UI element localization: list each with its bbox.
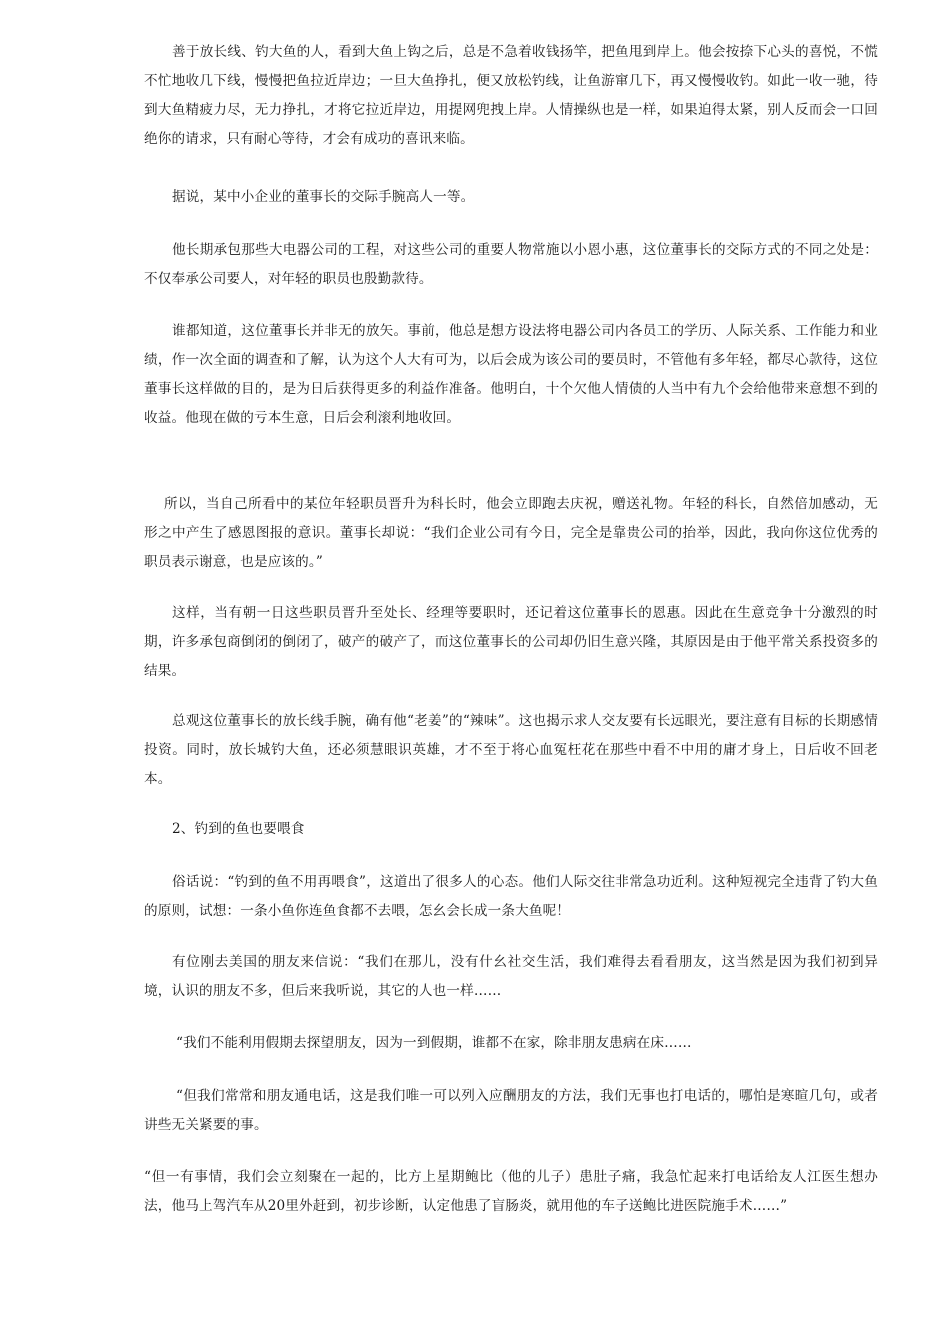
paragraph-9: 有位刚去美国的朋友来信说：“我们在那儿，没有什幺社交生活，我们难得去看看朋友，这当然是因为我们初到异境，认识的朋友不多，但后来我听说，其它的人也一样…… [144, 954, 878, 999]
section-heading: 2、钓到的鱼也要喂食 [172, 821, 305, 837]
paragraph-2: 据说，某中小企业的董事长的交际手腕高人一等。 [172, 189, 475, 205]
paragraph-7: 总观这位董事长的放长线手腕，确有他“老姜”的“辣味”。这也揭示求人交友要有长远眼光，要注意有目标的长期感情投资。同时，放长城钓大鱼，还必须慧眼识英雄，才不至于将心血冤枉花在那些中看不中用的庸才身上，日后收不回老本。 [144, 713, 878, 787]
paragraph-8: 俗话说：“钓到的鱼不用再喂食”，这道出了很多人的心态。他们人际交往非常急功近利。这种短视完全违背了钓大鱼的原则，试想：一条小鱼你连鱼食都不去喂，怎幺会长成一条大鱼呢！ [144, 874, 878, 919]
paragraph-1: 善于放长线、钓大鱼的人，看到大鱼上钩之后，总是不急着收钱扬竿，把鱼甩到岸上。他会按捺下心头的喜悦，不慌不忙地收几下线，慢慢把鱼拉近岸边；一旦大鱼挣扎，便又放松钓线，让鱼游窜几下，再又慢慢收钓。如此一收一驰，待到大鱼精疲力尽，无力挣扎，才将它拉近岸边，用提网兜拽上岸。人情操纵也是一样，如果迫得太紧，别人反而会一口回绝你的请求，只有耐心等待，才会有成功的喜讯来临。 [144, 44, 878, 147]
paragraph-5: 所以，当自己所看中的某位年轻职员晋升为科长时，他会立即跑去庆祝，赠送礼物。年轻的科长，自然倍加感动，无形之中产生了感恩图报的意识。董事长却说：“我们企业公司有今日，完全是靠贵公司的抬举，因此，我向你这位优秀的职员表示谢意，也是应该的。” [144, 496, 878, 570]
paragraph-11: “但我们常常和朋友通电话，这是我们唯一可以列入应酬朋友的方法，我们无事也打电话的，哪怕是寒暄几句，或者讲些无关紧要的事。 [144, 1088, 878, 1133]
paragraph-4: 谁都知道，这位董事长并非无的放矢。事前，他总是想方设法将电器公司内各员工的学历、人际关系、工作能力和业绩，作一次全面的调查和了解，认为这个人大有可为，以后会成为该公司的要员时，不管他有多年轻，都尽心款待，这位董事长这样做的目的，是为日后获得更多的利益作准备。他明白，十个欠他人情债的人当中有九个会给他带来意想不到的收益。他现在做的亏本生意，日后会利滚利地收回。 [144, 323, 878, 426]
paragraph-3: 他长期承包那些大电器公司的工程，对这些公司的重要人物常施以小恩小惠，这位董事长的交际方式的不同之处是：不仅奉承公司要人，对年轻的职员也殷勤款待。 [144, 242, 878, 287]
paragraph-10: “我们不能利用假期去探望朋友，因为一到假期，谁都不在家，除非朋友患病在床…… [176, 1035, 692, 1051]
paragraph-12: “但一有事情，我们会立刻聚在一起的，比方上星期鲍比（他的儿子）患肚子痛，我急忙起来打电话给友人江医生想办法，他马上驾汽车从20里外赶到，初步诊断，认定他患了盲肠炎，就用他的车子送鲍比进医院施手术……” [144, 1169, 878, 1214]
paragraph-6: 这样，当有朝一日这些职员晋升至处长、经理等要职时，还记着这位董事长的恩惠。因此在生意竞争十分激烈的时期，许多承包商倒闭的倒闭了，破产的破产了，而这位董事长的公司却仍旧生意兴隆，其原因是由于他平常关系投资多的结果。 [144, 605, 878, 679]
